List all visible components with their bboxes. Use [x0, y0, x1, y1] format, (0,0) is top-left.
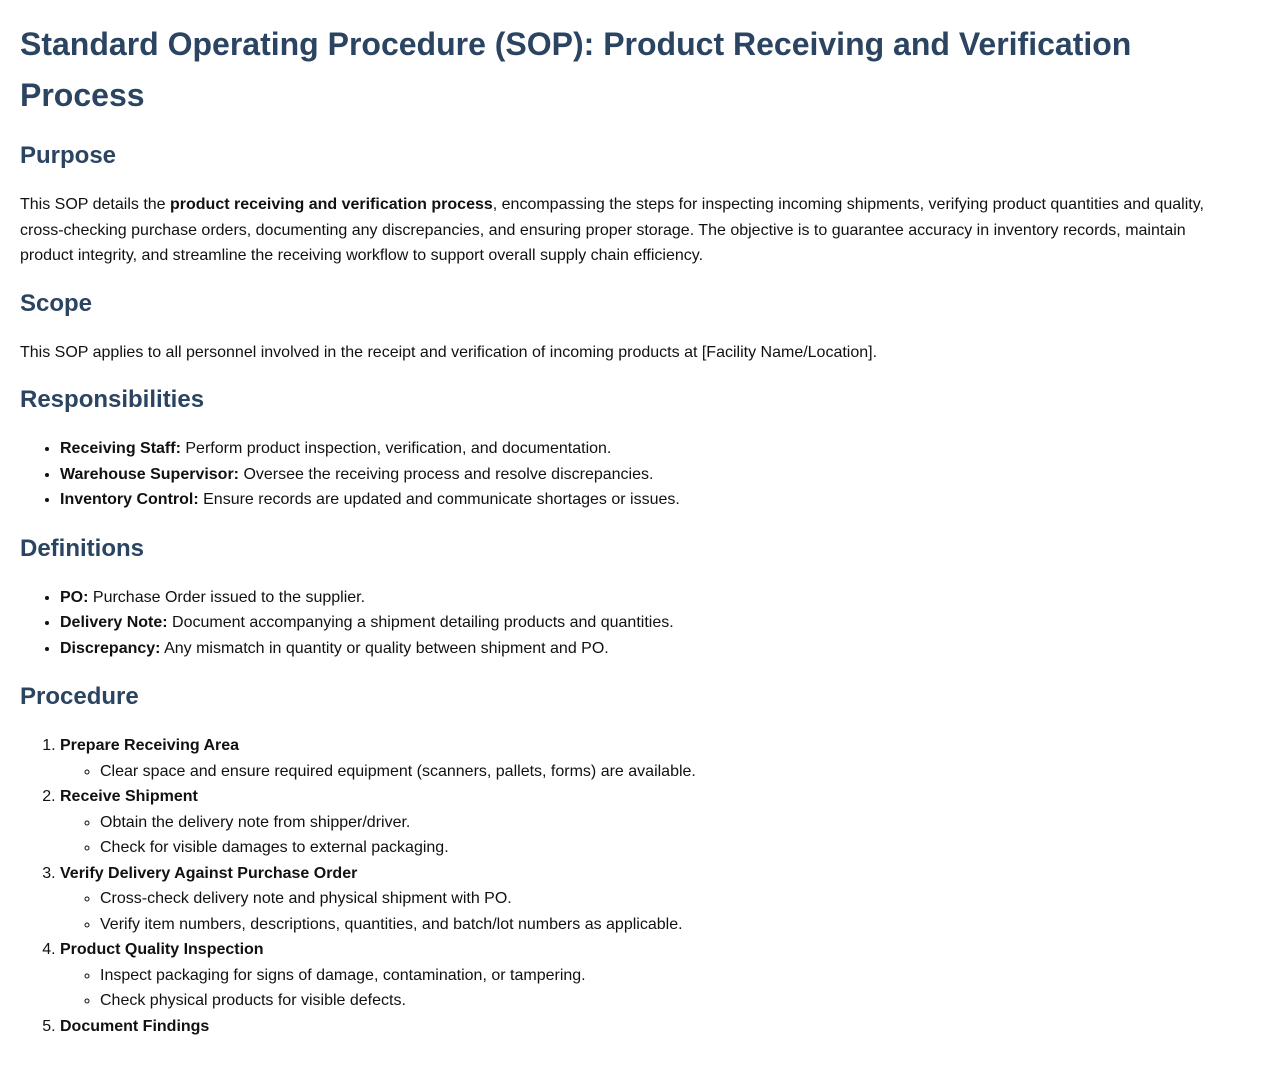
procedure-step-title: Receive Shipment	[60, 788, 198, 805]
purpose-text-bold: product receiving and verification process	[170, 196, 493, 213]
document-body	[20, 19, 1220, 1039]
procedure-step-title: Prepare Receiving Area	[60, 737, 240, 754]
procedure-substeps	[60, 810, 1220, 861]
list-item	[60, 585, 1220, 611]
list-item	[60, 610, 1220, 636]
procedure-step-title: Product Quality Inspection	[60, 941, 264, 958]
list-item	[60, 487, 1220, 513]
procedure-substeps	[60, 886, 1220, 937]
procedure-step	[60, 861, 1220, 938]
section-heading-purpose: Purpose	[20, 142, 117, 169]
procedure-step-title: Verify Delivery Against Purchase Order	[60, 864, 358, 882]
section-heading-definitions: Definitions	[20, 534, 144, 562]
procedure-step	[60, 784, 1220, 861]
list-item-desc: Purchase Order issued to the supplier.	[88, 588, 366, 606]
section-heading-responsibilities: Responsibilities	[20, 386, 205, 413]
procedure-step	[60, 937, 1220, 1014]
scope-paragraph: This SOP applies to all personnel involved in the receipt and verification of incoming products at [Facility Name/Location].	[20, 343, 878, 361]
purpose-text-start: This SOP details the	[20, 196, 170, 213]
list-item-term: PO:	[60, 588, 89, 606]
list-item	[60, 436, 1220, 462]
procedure-substeps	[60, 759, 1220, 785]
list-item-desc: Document accompanying a shipment detailing products and quantities.	[167, 614, 674, 631]
list-item-desc: Any mismatch in quantity or quality between shipment and PO.	[160, 639, 609, 657]
purpose-text-end: , encompassing the steps for inspecting incoming shipments, verifying product quantities and quality, cross-checking purchase orders, documenting any discrepancies, and ensuring proper storage. The objective is to guarantee accuracy in inventory records, maintain product integrity, and streamline the receiving workflow to support overall supply chain efficiency.	[20, 196, 1204, 264]
procedure-substep: ◦ Check for visible damages to external packaging.	[100, 835, 1220, 861]
procedure-step	[60, 733, 1220, 784]
section-heading-procedure: Procedure	[20, 683, 139, 710]
definitions-list	[20, 585, 1220, 662]
list-item-term: Inventory Control:	[60, 491, 199, 508]
list-item-term: Warehouse Supervisor:	[60, 465, 240, 483]
purpose-paragraph	[20, 192, 1220, 269]
procedure-substep: ◦ Inspect packaging for signs of damage, contamination, or tampering.	[100, 963, 1220, 989]
page-title: Standard Operating Procedure (SOP): Product Receiving and Verification Process	[20, 26, 1132, 113]
list-item-desc: Oversee the receiving process and resolve discrepancies.	[239, 465, 654, 483]
list-item-desc: Perform product inspection, verification, and documentation.	[180, 440, 612, 457]
list-item-desc: Ensure records are updated and communicate shortages or issues.	[198, 491, 680, 508]
list-item-term: Delivery Note:	[60, 614, 168, 631]
procedure-substep: ◦ Clear space and ensure required equipment (scanners, pallets, forms) are available.	[100, 759, 1220, 785]
procedure-substep: ◦ Cross-check delivery note and physical shipment with PO.	[100, 886, 1220, 912]
list-item-term: Receiving Staff:	[60, 440, 181, 457]
procedure-substep: ◦ Check physical products for visible defects.	[100, 988, 1220, 1014]
procedure-steps-list	[20, 733, 1220, 1039]
section-heading-scope: Scope	[20, 289, 93, 317]
procedure-substep: ◦ Obtain the delivery note from shipper/driver.	[100, 810, 1220, 836]
list-item	[60, 462, 1220, 488]
procedure-substeps	[60, 963, 1220, 1014]
procedure-substep: ◦ Verify item numbers, descriptions, quantities, and batch/lot numbers as applicable.	[100, 912, 1220, 938]
list-item-term: Discrepancy:	[60, 639, 161, 657]
responsibilities-list	[20, 436, 1220, 513]
list-item	[60, 636, 1220, 662]
procedure-step-title: Document Findings	[60, 1017, 210, 1035]
procedure-step	[60, 1014, 1220, 1040]
